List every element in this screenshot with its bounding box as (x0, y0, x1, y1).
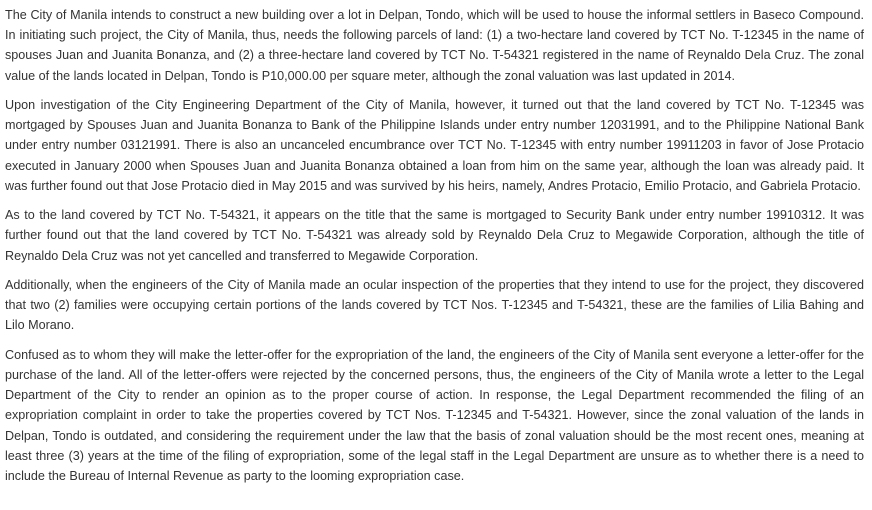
paragraph-tct-54321-findings: As to the land covered by TCT No. T-54321, it appears on the title that the same is mortgaged to Security Bank under entry number 19910312. It was further found out that the land covered by TCT No. T-54321 was already sold by Reynaldo Dela Cruz to Megawide Corporation, although the title of Reynaldo Dela Cruz was not yet cancelled and transferred to Megawide Corporation. (5, 208, 864, 263)
paragraph-project-background: The City of Manila intends to construct a new building over a lot in Delpan, Tondo, which will be used to house the informal settlers in Baseco Compound. In initiating such project, the City of Manila, thus, needs the following parcels of land: (1) a two-hectare land covered by TCT No. T-12345 in the name of spouses Juan and Juanita Bonanza, and (2) a three-hectare land covered by TCT No. T-54321 registered in the name of Reynaldo Dela Cruz. The zonal value of the lands located in Delpan, Tondo is P10,000.00 per square meter, although the zonal valuation was last updated in 2014. (5, 8, 864, 83)
paragraph-tct-12345-findings: Upon investigation of the City Engineering Department of the City of Manila, however, it turned out that the land covered by TCT No. T-12345 was mortgaged by Spouses Juan and Juanita Bonanza to Bank of the Philippine Islands under entry number 12031991, and to the Philippine National Bank under entry number 03121991. There is also an uncanceled encumbrance over TCT No. T-12345 with entry number 19911203 in favor of Jose Protacio executed in January 2000 when Spouses Juan and Juanita Bonanza obtained a loan from him on the same year, although the loan was already paid. It was further found out that Jose Protacio died in May 2015 and was survived by his heirs, namely, Andres Protacio, Emilio Protacio, and Gabriela Protacio. (5, 98, 864, 193)
paragraph-ocular-inspection: Additionally, when the engineers of the City of Manila made an ocular inspection of the properties that they intend to use for the project, they discovered that two (2) families were occupying certain portions of the lands covered by TCT Nos. T-12345 and T-54321, these are the families of Lilia Bahing and Lilo Morano. (5, 278, 864, 333)
paragraph-legal-department: Confused as to whom they will make the letter-offer for the expropriation of the land, the engineers of the City of Manila sent everyone a letter-offer for the purchase of the land. All of the letter-offers were rejected by the concerned persons, thus, the engineers of the City of Manila wrote a letter to the Legal Department of the City to render an opinion as to the proper course of action. In response, the Legal Department recommended the filing of an expropriation complaint in order to take the properties covered by TCT Nos. T-12345 and T-54321. However, since the zonal valuation of the lands in Delpan, Tondo is outdated, and considering the requirement under the law that the basis of zonal valuation should be the most recent ones, meaning at least three (3) years at the time of the filing of expropriation, some of the legal staff in the Legal Department are unsure as to whether there is a need to include the Bureau of Internal Revenue as party to the looming expropriation case. (5, 347, 864, 484)
